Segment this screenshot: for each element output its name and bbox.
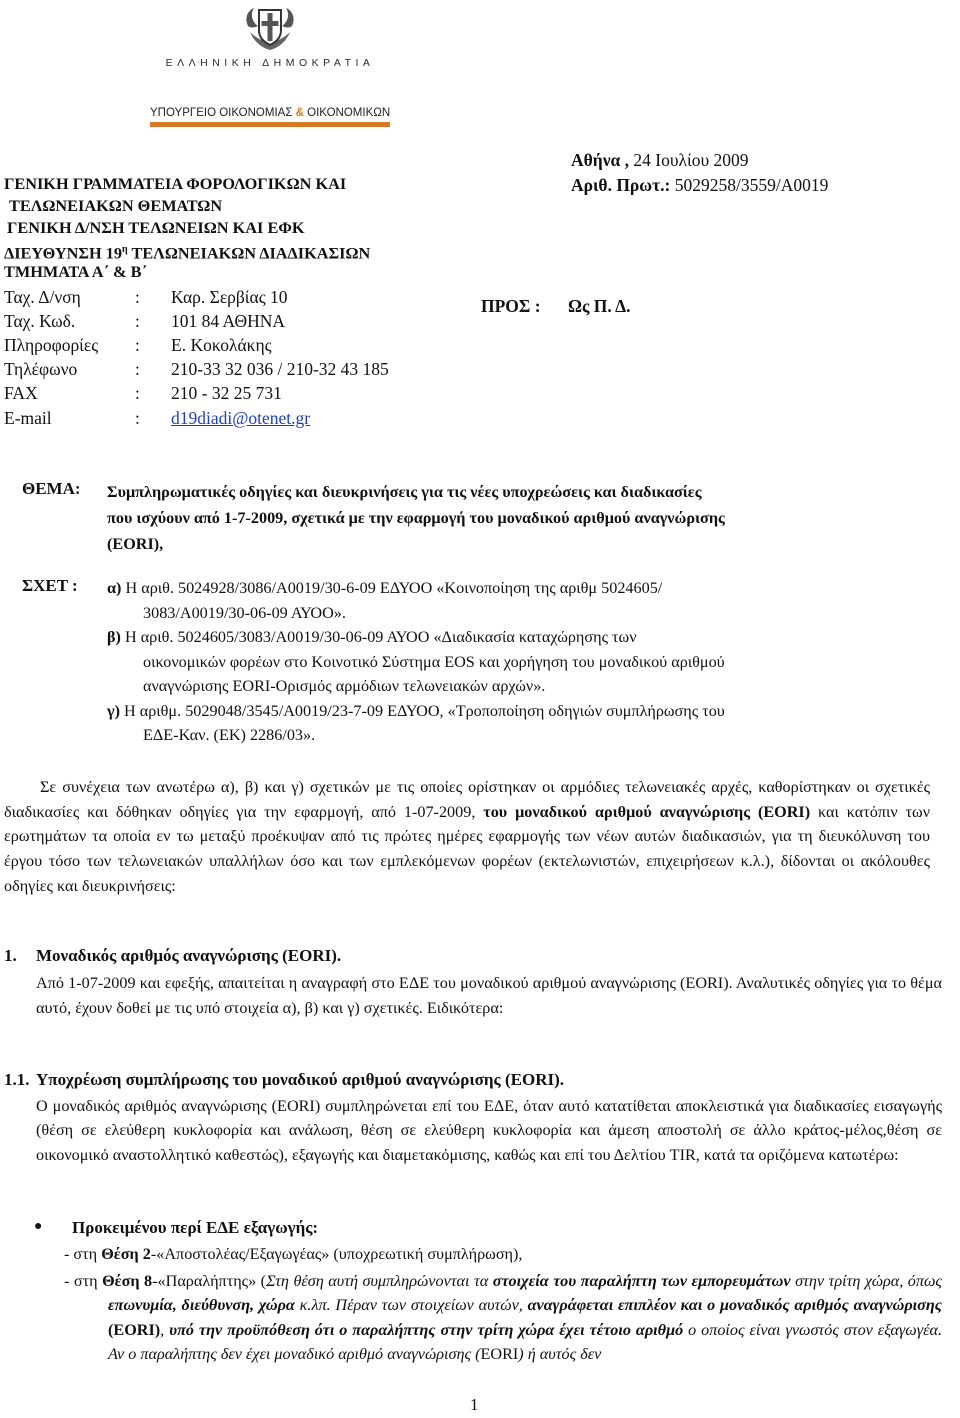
item-1-post: -«Αποστολέας/Εξαγωγέας» (υποχρεωτική συμπλήρωση), [150,1245,523,1263]
intro-text-2: και κατόπιν των ερωτημάτων τα οποία εν τω μεταξύ προέκυψαν από τις πρώτες ημέρες εφαρμογής των νέων αυτών διαδικασιών, για τη διευκόλυνση του έργου τόσο των τελωνειακών υπαλλήλων όσο και των εμπλεκόμενων φορέων (εκτελωνιστών, επιχειρήσεων κ.λ.), δίδονται οι ακόλουθες οδηγίες και διευκρινήσεις: [4,802,931,895]
bullet-title: Προκειμένου περί ΕΔΕ εξαγωγής: [72,1218,319,1237]
contact-value: 101 84 ΑΘΗΝΑ [171,311,286,331]
item-2-q: -«Παραλήπτης» ( [152,1272,267,1290]
subject-label: ΘΕΜΑ: [22,479,81,498]
subject-line-2: που ισχύουν από 1-7-2009, σχετικά με την εφαρμογή του μοναδικού αριθμού αναγνώρισης [107,509,725,527]
contact-row-address [4,285,288,309]
reference-b-marker: β) [107,628,121,646]
contact-label: Ταχ. Κωδ. [4,311,76,331]
contact-label: E-mail [4,408,52,428]
item-2-pre: - στη [64,1272,103,1290]
email-link[interactable]: d19diadi@otenet.gr [171,408,311,428]
section-1-title: Μοναδικός αριθμός αναγνώρισης (EORI). [36,946,342,965]
contact-row-info [4,333,272,357]
item-1-bold: Θέση 2 [101,1245,151,1263]
reference-c-cont: ΕΔΕ-Καν. (ΕΚ) 2286/03». [143,726,316,744]
item-2-bold-italic-2: επωνυμία, διεύθυνση, χώρα [108,1296,295,1315]
contact-value: Καρ. Σερβίας 10 [171,287,288,307]
subject-line-3: (EORI), [107,535,164,553]
ministry-title-part1: ΥΠΟΥΡΓΕΙΟ ΟΙΚΟΝΟΜΙΑΣ [150,107,293,119]
directorate-superscript: η [122,244,128,255]
contact-row-phone [4,357,389,381]
contact-value: Ε. Κοκολάκης [171,335,272,355]
reference-c-marker: γ) [107,701,120,720]
reference-b-cont-2: αναγνώρισης EORI-Ορισμός αρμόδιων τελωνειακών αρχών». [143,677,546,695]
contact-row-fax [4,381,282,405]
export-item-2 [64,1269,942,1367]
reference-a-cont: 3083/Α0019/30-06-09 ΑΥΟΟ». [143,603,346,622]
subject-text [107,479,725,557]
protocol-line [571,173,828,197]
date-place: Αθήνα , [571,150,630,170]
contact-colon: : [135,383,140,403]
references-label: ΣΧΕΤ : [22,576,78,595]
item-2-italic-4: , [160,1320,170,1339]
contact-value: 210 - 32 25 731 [171,383,282,403]
reference-c-text: Η αριθμ. 5029048/3545/Α0019/23-7-09 ΕΔΥΟΟ, «Τροποποίηση οδηγιών συμπλήρωσης του [119,701,725,720]
item-2-bold: Θέση 8 [102,1272,153,1290]
item-1-pre: - στη [64,1245,102,1263]
ministry-title [150,107,390,119]
reference-c [107,699,933,724]
ministry-logo [150,4,390,127]
section-1-body: Από 1-07-2009 και εφεξής, απαιτείται η αναγραφή στο ΕΔΕ του μοναδικού αριθμού αναγνώρισης (EORI). Αναλυτικές οδηγίες για το θέμα αυτό, έχουν δοθεί με τις υπό στοιχεία α), β) και γ) σχετικές. Ειδικότερα: [36,974,942,1017]
recipient-label: ΠΡΟΣ : [481,296,541,316]
section-1-1-body: Ο μοναδικός αριθμός αναγνώρισης (EORI) συμπληρώνεται επί του ΕΔΕ, όταν αυτό κατατίθεται αποκλειστικά για διαδικασίες εισαγωγής (θέση σε ελεύθερη κυκλοφορία και ανάλωση, θέση σε ελεύθερη κυκλοφορία και άμεση αποστολή σε άλλο κράτος-μέλος,θέση σε οικονομικό αναστολλητικό καθεστώς), εξαγωγής και διαμετακόμισης, καθώς και επί του Δελτίου TIR, κατά τα οριζόμενα κατωτέρω: [36,1097,942,1164]
ministry-title-ampersand: & [295,107,304,119]
item-2-italic-5: ο οποίος είναι γνωστός στον εξαγωγέα. Αν ο παραλήπτης δεν έχει μοναδικό αριθμό αναγνώρισης ( [108,1320,943,1364]
intro-text-1: Σε συνέχεια των ανωτέρω α), β) και γ) σχετικών με τις οποίες ορίστηκαν οι αρμόδιες τελωνειακές αρχές, καθορίστηκαν οι σχετικές διαδικασίες και δόθηκαν οδηγίες για την εφαρμογή, από 1-07-2009, [4,778,930,821]
contact-label: Ταχ. Δ/νση [4,287,81,307]
recipient-value: Ως Π. Δ. [568,296,631,316]
sender-line-1: ΓΕΝΙΚΗ ΓΡΑΜΜΑΤΕΙΑ ΦΟΡΟΛΟΓΙΚΩΝ ΚΑΙ [4,174,347,193]
date-line [571,148,749,172]
item-2-bold-italic-3: αναγράφεται επιπλέον και ο μοναδικός αριθμός αναγνώρισης [527,1296,942,1315]
directorate-suffix: ΤΕΛΩΝΕΙΑΚΩΝ ΔΙΑΔΙΚΑΣΙΩΝ [127,243,371,263]
greek-coat-of-arms-icon [240,4,300,52]
sender-section: ΤΜΗΜΑΤΑ Α΄ & Β΄ [4,262,147,281]
contact-value: 210-33 32 036 / 210-32 43 185 [171,359,389,379]
contact-label: FAX [4,383,38,403]
subject-line-1: Συμπληρωματικές οδηγίες και διευκρινήσεις για τις νέες υποχρεώσεις και διαδικασίες [107,483,702,501]
item-2-italic-6: ) ή αυτός δεν [518,1345,602,1364]
contact-row-postcode [4,309,285,333]
reference-a [107,576,933,601]
intro-text-bold: του μοναδικού αριθμού αναγνώρισης (EORI) [483,802,811,821]
protocol-label: Αριθ. Πρωτ.: [571,175,671,195]
item-2-bold-4: (EORI) [108,1320,161,1339]
export-item-1 [64,1245,522,1264]
section-1-1-number: 1.1. [4,1070,30,1089]
directorate-prefix: ΔΙΕΥΘΥΝΣΗ 19 [4,243,122,263]
ministry-title-part2: ΟΙΚΟΝΟΜΙΚΩΝ [307,107,391,119]
protocol-number: 5029258/3559/Α0019 [670,175,829,195]
republic-title: ΕΛΛΗΝΙΚΗ ΔΗΜΟΚΡΑΤΙΑ [165,57,375,69]
section-1-1-title: Υποχρέωση συμπλήρωσης του μοναδικού αριθμού αναγνώρισης (EORI). [36,1070,564,1089]
page-number: 1 [470,1395,479,1414]
bullet-icon: ● [34,1219,43,1234]
contact-colon: : [135,287,140,307]
item-2-bold-5: EORI [480,1345,519,1364]
item-2-italic-3: κ.λπ. Πέραν των στοιχείων αυτών, [294,1296,528,1315]
reference-a-text: Η αριθ. 5024928/3086/Α0019/30-6-09 ΕΔΥΟΟ «Κοινοποίηση της αριθμ 5024605/ [121,579,663,597]
ministry-accent-line [150,122,390,127]
item-2-bold-italic-1: στοιχεία του παραλήπτη των εμπορευμάτων [492,1272,791,1290]
contact-colon: : [135,359,140,379]
item-2-italic-2: στην τρίτη χώρα, όπως [790,1272,942,1290]
sender-line-3: ΓΕΝΙΚΗ Δ/ΝΣΗ ΤΕΛΩΝΕΙΩΝ ΚΑΙ ΕΦΚ [7,218,305,237]
contact-colon: : [135,311,140,331]
reference-b-text: Η αριθ. 5024605/3083/Α0019/30-06-09 ΑΥΟΟ «Διαδικασία καταχώρησης των [120,628,637,646]
item-2-bold-italic-4: υπό την προϋπόθεση ότι ο παραλήπτης στην τρίτη χώρα έχει τέτοιο αριθμό [169,1320,684,1339]
contact-label: Πληροφορίες [4,335,99,355]
section-1-number: 1. [4,946,17,965]
reference-b-cont-1: οικονομικών φορέων στο Κοινοτικό Σύστημα EOS και χορήγηση του μοναδικού αριθμού [143,652,725,671]
item-2-text [64,1269,942,1367]
reference-b [107,625,933,650]
contact-colon: : [135,408,140,428]
sender-line-2: ΤΕΛΩΝΕΙΑΚΩΝ ΘΕΜΑΤΩΝ [9,196,223,215]
date-value: 24 Ιουλίου 2009 [629,150,749,170]
contact-label: Τηλέφωνο [4,359,78,379]
contact-row-email [4,406,310,430]
item-2-italic-1: Στη θέση αυτή συμπληρώνονται τα [266,1272,493,1290]
reference-a-marker: α) [107,579,122,597]
contact-colon: : [135,335,140,355]
intro-paragraph [4,775,930,899]
references-list [107,576,933,748]
